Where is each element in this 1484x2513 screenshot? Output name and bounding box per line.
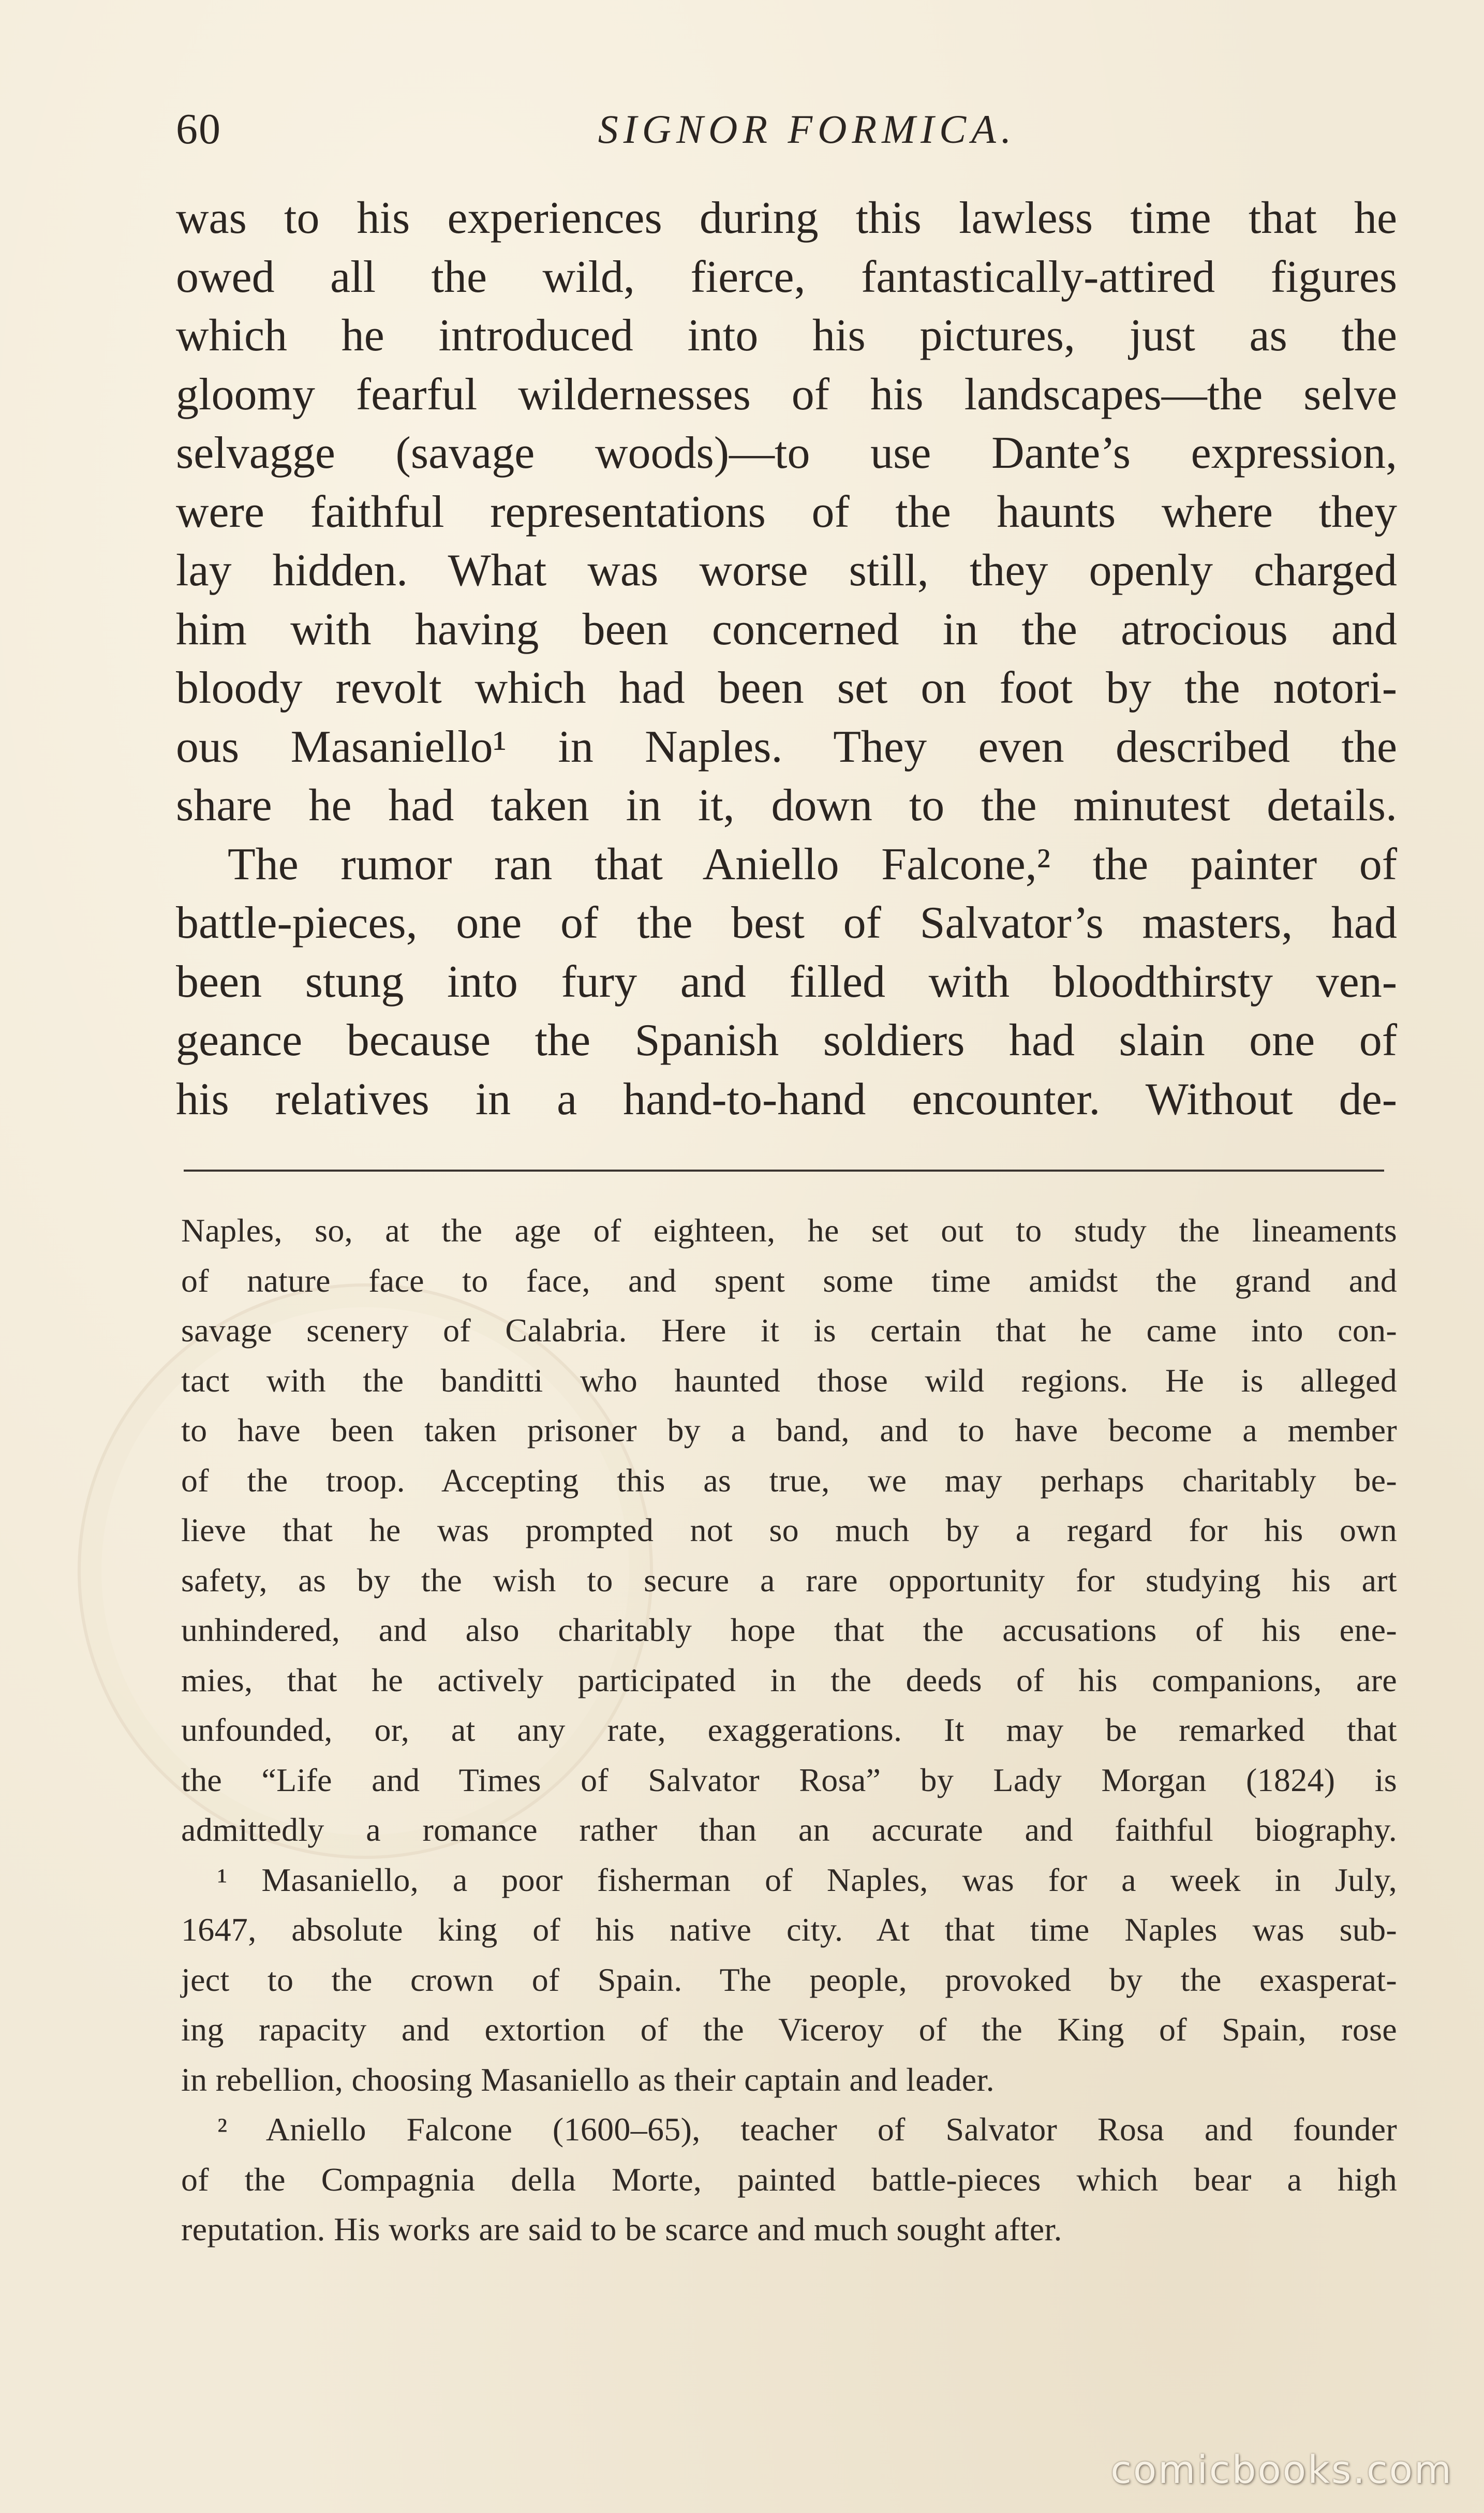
footnote-line: safety, as by the wish to secure a rare opportunity for studying his art (181, 1561, 1397, 1599)
footnote-line: the “Life and Times of Salvator Rosa” by Lady Morgan (1824) is (181, 1761, 1397, 1798)
running-head: SIGNOR FORMICA. (598, 107, 1017, 152)
text-line: gloomy fearful wildernesses of his landscapes—the selve (176, 369, 1397, 420)
footnote-line: Naples, so, at the age of eighteen, he set out to study the lineaments (181, 1212, 1397, 1249)
text-line: share he had taken in it, down to the minutest details. (176, 780, 1397, 831)
footnote-line: unfounded, or, at any rate, exaggerations. It may be remarked that (181, 1711, 1397, 1748)
footnote-line: unhindered, and also charitably hope that the accusations of his ene- (181, 1612, 1397, 1648)
footnote-1-line: in rebellion, choosing Masaniello as their captain and leader. (181, 2061, 995, 2098)
text-line: geance because the Spanish soldiers had slain one of (176, 1015, 1397, 1066)
footnote-divider (184, 1170, 1384, 1172)
footnote-1-line: ject to the crown of Spain. The people, provoked by the exasperat- (181, 1961, 1397, 1998)
site-watermark: comicbooks.com (1110, 2448, 1453, 2492)
text-line: been stung into fury and filled with bloodthirsty ven- (176, 956, 1397, 1007)
footnote-2-line: ² Aniello Falcone (1600–65), teacher of Salvator Rosa and founder (217, 2111, 1397, 2148)
footnotes (181, 1206, 1397, 2255)
footnote-2-line: reputation. His works are said to be scarce and much sought after. (181, 2211, 1062, 2248)
text-line: his relatives in a hand-to-hand encounter. Without de- (176, 1074, 1397, 1125)
footnote-1-line: ¹ Masaniello, a poor fisherman of Naples, was for a week in July, (217, 1861, 1397, 1898)
footnote-line: tact with the banditti who haunted those wild regions. He is alleged (181, 1362, 1397, 1399)
footnote-line: of the troop. Accepting this as true, we may perhaps charitably be- (181, 1461, 1397, 1499)
text-line: owed all the wild, fierce, fantastically-attired figures (176, 252, 1397, 302)
text-line: bloody revolt which had been set on foot by the notori- (176, 663, 1397, 713)
footnote-line: lieve that he was prompted not so much by a regard for his own (181, 1512, 1397, 1548)
text-line: lay hidden. What was worse still, they openly charged (176, 545, 1397, 596)
text-line: ous Masaniello¹ in Naples. They even described the (176, 721, 1397, 772)
footnote-2-line: of the Compagnia della Morte, painted battle-pieces which bear a high (181, 2161, 1397, 2198)
footnote-line: mies, that he actively participated in the deeds of his companions, are (181, 1661, 1397, 1698)
footnote-line: admittedly a romance rather than an accurate and faithful biography. (181, 1811, 1397, 1848)
text-line: was to his experiences during this lawless time that he (176, 193, 1397, 243)
text-line: battle-pieces, one of the best of Salvator’s masters, had (176, 898, 1397, 948)
text-line: him with having been concerned in the atrocious and (176, 604, 1397, 655)
text-line: which he introduced into his pictures, just as the (176, 311, 1397, 361)
footnote-1-line: 1647, absolute king of his native city. At that time Naples was sub- (181, 1911, 1397, 1948)
footnote-line: of nature face to face, and spent some time amidst the grand and (181, 1262, 1397, 1299)
page-number: 60 (176, 105, 221, 153)
footnote-1-line: ing rapacity and extortion of the Viceroy of the King of Spain, rose (181, 2011, 1397, 2048)
main-text (176, 189, 1397, 1129)
page-header (176, 104, 1397, 166)
text-line: The rumor ran that Aniello Falcone,² the painter of (228, 839, 1397, 890)
text-line: were faithful representations of the haunts where they (176, 486, 1397, 537)
footnote-line: to have been taken prisoner by a band, and to have become a member (181, 1412, 1397, 1448)
footnote-line: savage scenery of Calabria. Here it is certain that he came into con- (181, 1312, 1397, 1349)
text-line: selvagge (savage woods)—to use Dante’s expression, (176, 428, 1397, 478)
